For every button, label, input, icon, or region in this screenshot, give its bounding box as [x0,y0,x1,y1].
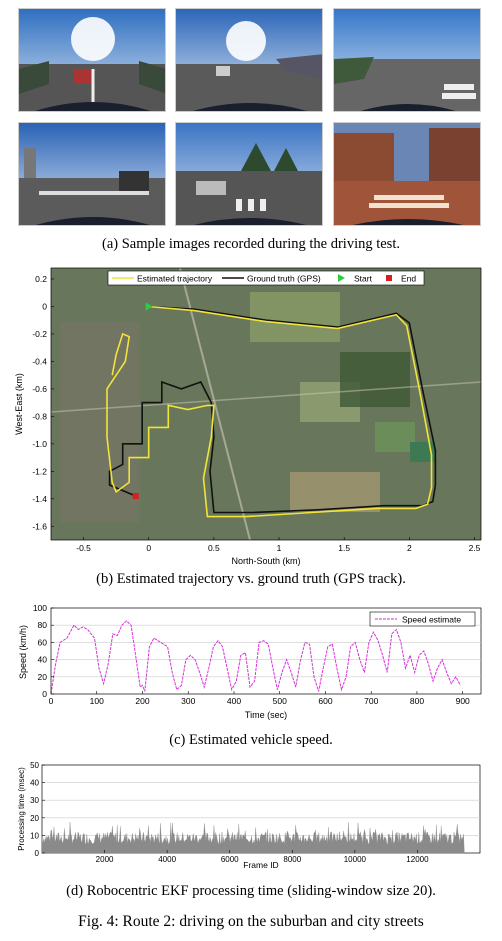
caption-c: (c) Estimated vehicle speed. [169,732,333,748]
y-tick-label: -0.2 [32,328,47,339]
x-tick-label: 6000 [220,855,239,864]
speed-xlabel: Time (sec) [244,710,288,720]
x-tick-label: 1.5 [338,543,351,553]
y-tick-label: -1.6 [32,521,47,532]
x-tick-label: -0.5 [76,543,91,553]
x-tick-label: 12000 [406,855,429,864]
x-tick-label: 700 [364,696,379,706]
x-tick-label: 800 [409,696,425,706]
sample-image-1 [18,8,166,112]
speed-ylabel: Speed (km/h) [18,624,28,680]
y-tick-label: -1.0 [32,438,47,449]
caption-b: (b) Estimated trajectory vs. ground truth (GPS track). [96,571,406,587]
legend-gps-label: Ground truth (GPS) [247,273,321,284]
y-tick-label: 0 [42,689,47,699]
x-tick-label: 1 [276,543,282,553]
sample-image-2 [175,8,323,112]
y-tick-label: 30 [30,796,39,806]
x-tick-label: 400 [226,696,242,706]
y-tick-label: -0.8 [32,411,47,422]
processing-xlabel: Frame ID [243,860,279,870]
legend-start-label: Start [354,273,372,284]
y-tick-label: -1.2 [32,466,47,477]
x-tick-label: 0 [146,543,152,553]
x-tick-label: 600 [318,696,333,706]
trajectory-legend [108,271,424,285]
y-tick-label: 100 [32,603,47,613]
y-tick-label: 20 [30,813,39,823]
trajectory-ylabel: West-East (km) [14,373,24,435]
y-tick-label: 0 [34,849,39,858]
x-tick-label: 10000 [343,855,366,864]
processing-ylabel: Processing time (msec) [17,767,26,851]
trajectory-xlabel: North-South (km) [231,556,301,566]
end-marker [133,493,139,499]
x-tick-label: 2 [406,543,412,553]
y-tick-label: 50 [30,761,39,770]
trajectory-chart [0,262,502,572]
y-tick-label: 0.2 [35,273,47,284]
y-tick-label: 60 [37,637,47,648]
y-tick-label: 80 [37,620,47,631]
x-tick-label: 100 [89,696,104,706]
x-tick-label: 200 [135,696,150,706]
x-tick-label: 0 [48,696,54,706]
y-tick-label: -0.4 [32,356,47,367]
y-tick-label: 20 [37,671,47,682]
processing-chart [0,760,502,870]
x-tick-label: 300 [181,696,196,706]
x-tick-label: 0.5 [207,543,220,553]
legend-speed-label: Speed estimate [402,614,462,625]
legend-estimated-label: Estimated trajectory [137,273,213,284]
caption-a: (a) Sample images recorded during the driving test. [102,236,400,252]
legend-end-label: End [401,273,417,284]
x-tick-label: 4000 [158,855,177,864]
sample-image-5 [175,122,323,226]
y-tick-label: 0 [42,301,47,312]
x-tick-label: 2.5 [468,543,481,553]
speed-chart [0,600,502,725]
figure-caption: Fig. 4: Route 2: driving on the suburban and city streets [78,913,424,930]
x-tick-label: 900 [455,696,470,706]
caption-d: (d) Robocentric EKF processing time (sliding-window size 20). [66,883,436,899]
sample-image-4 [18,122,166,226]
y-tick-label: 40 [30,778,39,788]
sample-image-6 [333,122,481,226]
speed-legend [370,612,475,626]
y-tick-label: -0.6 [32,383,47,394]
y-tick-label: 10 [30,831,39,841]
y-tick-label: 40 [37,654,47,665]
legend-end-marker [386,275,392,281]
y-tick-label: -1.4 [32,493,47,504]
x-tick-label: 8000 [283,855,302,864]
x-tick-label: 500 [272,696,287,706]
x-tick-label: 2000 [95,855,114,864]
sample-image-3 [333,8,481,112]
